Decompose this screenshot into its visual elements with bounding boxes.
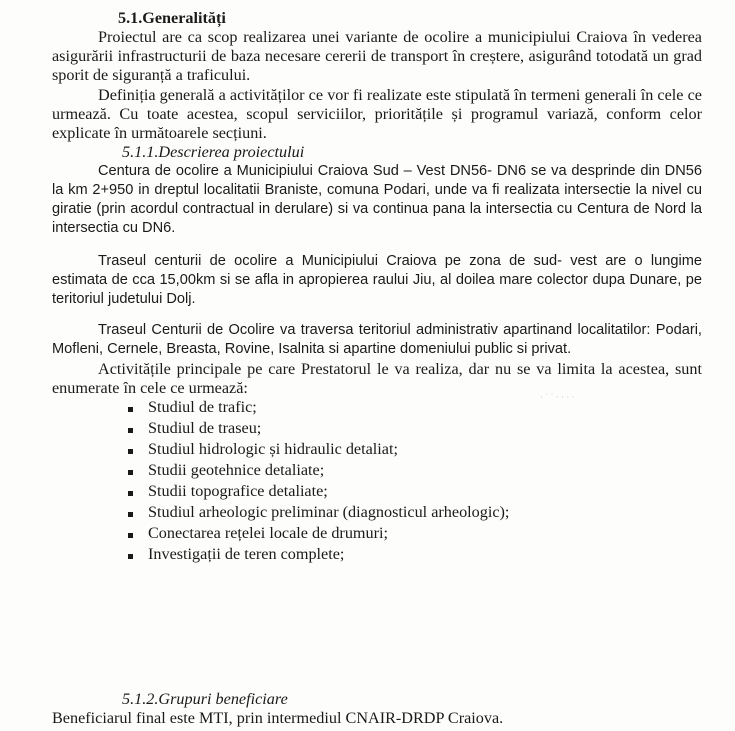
bullet-icon bbox=[128, 554, 133, 559]
text-line: Centura de ocolire a Municipiului Craiova Sud – Vest DN56- DN6 se va desprinde din DN56 bbox=[98, 163, 702, 179]
text-line: Mofleni, Cernele, Breasta, Rovine, Isalnita si apartine domeniului public si privat. bbox=[52, 341, 572, 357]
text-line: asigurării infrastructurii de baza necesare cererii de transport în creștere, asigurând totodată un grad bbox=[52, 47, 702, 65]
text-line: sporit de siguranță a traficului. bbox=[52, 66, 251, 84]
text-line: estimata de cca 15,00km si se afla in apropierea raului Jiu, al doilea mare colector dupa Dunare, pe bbox=[52, 272, 702, 288]
bullet-icon bbox=[128, 512, 133, 517]
list-item-text: Investigații de teren complete; bbox=[148, 545, 345, 563]
text-line: urmează. Cu toate acestea, scopul serviciilor, prioritățile și programul variază, conform celor bbox=[52, 105, 702, 123]
list-item-text: Studiul hidrologic și hidraulic detaliat; bbox=[148, 440, 398, 458]
text-line: enumerate în cele ce urmează: bbox=[52, 379, 248, 397]
bullet-icon bbox=[128, 407, 133, 412]
list-item-text: Studiul arheologic preliminar (diagnosticul arheologic); bbox=[148, 503, 510, 521]
list-item-text: Studiul de traseu; bbox=[148, 419, 262, 437]
list-item-text: Studiul de trafic; bbox=[148, 398, 257, 416]
text-line: Definiția generală a activităților ce vor fi realizate este stipulată în termeni generali în cele ce bbox=[98, 86, 702, 104]
text-line: Activitățile principale pe care Prestatorul le va realiza, dar nu se va limita la acestea, sunt bbox=[98, 360, 702, 378]
text-line: Proiectul are ca scop realizarea unei variante de ocolire a municipiului Craiova în vederea bbox=[98, 28, 702, 46]
text-line: la km 2+950 in dreptul localitatii Braniste, comuna Podari, unde va fi realizata intersectie la nivel cu bbox=[52, 182, 702, 198]
list-item-text: Studii topografice detaliate; bbox=[148, 482, 328, 500]
bullet-icon bbox=[128, 491, 133, 496]
text-line: explicate în următoarele secțiuni. bbox=[52, 124, 267, 142]
scan-artifact: · ˙ ˙ · · · · bbox=[540, 392, 575, 402]
text-line: teritoriul judetului Dolj. bbox=[52, 291, 196, 307]
bullet-icon bbox=[128, 533, 133, 538]
bullet-icon bbox=[128, 470, 133, 475]
subsection-heading-2: 5.1.2.Grupuri beneficiare bbox=[122, 690, 288, 708]
text-line: giratie (prin acordul contractual in derulare) si va continua pana la intersectia cu Centura de Nord la bbox=[52, 201, 702, 217]
list-item-text: Studii geotehnice detaliate; bbox=[148, 461, 325, 479]
text-line: Traseul Centurii de Ocolire va traversa teritoriul administrativ apartinand localitatilor: Podari, bbox=[98, 322, 702, 338]
list-item-text: Conectarea rețelei locale de drumuri; bbox=[148, 524, 388, 542]
bullet-icon bbox=[128, 449, 133, 454]
beneficiary-text: Beneficiarul final este MTI, prin intermediul CNAIR-DRDP Craiova. bbox=[52, 709, 504, 727]
subsection-heading-1: 5.1.1.Descrierea proiectului bbox=[122, 143, 305, 161]
section-heading: 5.1.Generalități bbox=[118, 9, 226, 27]
bullet-icon bbox=[128, 428, 133, 433]
text-line: intersectia cu DN6. bbox=[52, 220, 176, 236]
text-line: Traseul centurii de ocolire a Municipiului Craiova pe zona de sud- vest are o lungime bbox=[98, 253, 702, 269]
